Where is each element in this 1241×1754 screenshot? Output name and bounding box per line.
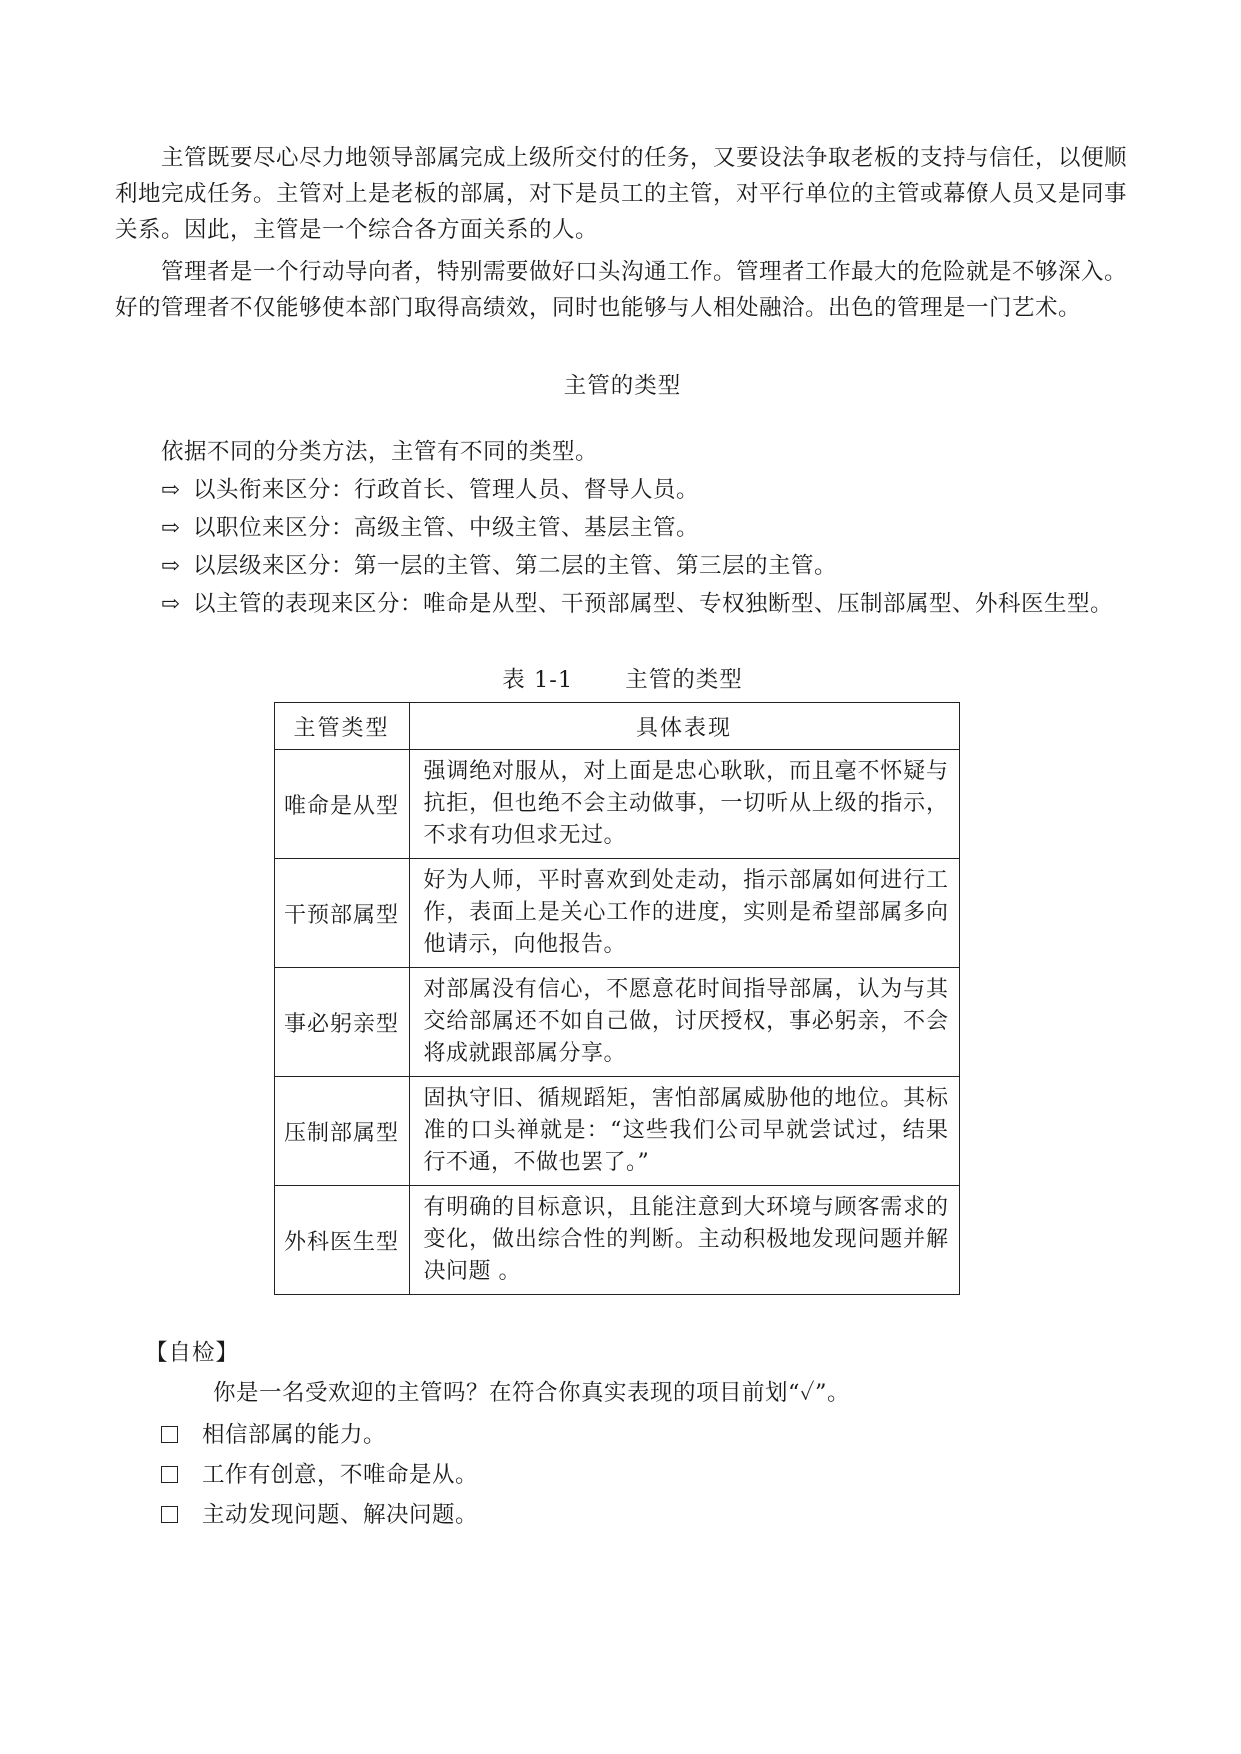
bullet-item [115, 548, 1130, 584]
bullet-text: 以主管的表现来区分：唯命是从型、干预部属型、专权独断型、压制部属型、外科医生型。 [193, 591, 1114, 617]
document-page [115, 140, 1130, 1537]
type-cell: 干预部属型 [274, 859, 409, 968]
table-row [274, 968, 959, 1077]
section-title: 主管的类型 [563, 373, 682, 399]
supervisor-types-table [274, 702, 960, 1295]
bullet-item [115, 472, 1130, 508]
type-cell: 外科医生型 [274, 1186, 409, 1295]
table-row [274, 1186, 959, 1295]
type-cell: 压制部属型 [274, 1077, 409, 1186]
bullet-item [115, 586, 1130, 622]
bullet-text: 以层级来区分：第一层的主管、第二层的主管、第三层的主管。 [193, 553, 838, 579]
selfcheck-question: 你是一名受欢迎的主管吗？在符合你真实表现的项目前划“✓”。 [213, 1380, 851, 1406]
checklist-item-label: 主动发现问题、解决问题。 [202, 1502, 479, 1528]
right-arrow-icon: ⇨ [161, 477, 181, 503]
table-caption-number: 表 1-1 [502, 667, 574, 693]
checkbox[interactable] [161, 1426, 178, 1443]
column-header-type: 主管类型 [274, 703, 409, 750]
intro-paragraph-1: 主管既要尽心尽力地领导部属完成上级所交付的任务，又要设法争取老板的支持与信任，以便顺利地完成任务。主管对上是老板的部属，对下是员工的主管，对平行单位的主管或幕僚人员又是同事关系。因此，主管是一个综合各方面关系的人。 [115, 145, 1128, 243]
bullet-text: 以职位来区分：高级主管、中级主管、基层主管。 [193, 515, 700, 541]
table-header-row [274, 703, 959, 750]
checkbox[interactable] [161, 1466, 178, 1483]
right-arrow-icon: ⇨ [161, 515, 181, 541]
description-cell: 固执守旧、循规蹈矩，害怕部属威胁他的地位。其标准的口头禅就是：“这些我们公司早就尝试过，结果行不通，不做也罢了。” [409, 1077, 959, 1186]
table-row [274, 750, 959, 859]
description-cell: 有明确的目标意识，且能注意到大环境与顾客需求的变化，做出综合性的判断。主动积极地发现问题并解决问题 。 [409, 1186, 959, 1295]
type-cell: 事必躬亲型 [274, 968, 409, 1077]
intro-paragraph-2: 管理者是一个行动导向者，特别需要做好口头沟通工作。管理者工作最大的危险就是不够深入。好的管理者不仅能够使本部门取得高绩效，同时也能够与人相处融洽。出色的管理是一门艺术。 [115, 259, 1128, 321]
type-cell: 唯命是从型 [274, 750, 409, 859]
checklist-item-label: 相信部属的能力。 [202, 1422, 387, 1448]
right-arrow-icon: ⇨ [161, 591, 181, 617]
bullet-text: 以头衔来区分：行政首长、管理人员、督导人员。 [193, 477, 700, 503]
table-row [274, 1077, 959, 1186]
description-cell: 强调绝对服从，对上面是忠心耿耿，而且毫不怀疑与抗拒，但也绝不会主动做事，一切听从上级的指示，不求有功但求无过。 [409, 750, 959, 859]
table-caption [115, 662, 1130, 694]
selfcheck-heading: 【自检】 [145, 1340, 240, 1366]
table-row [274, 859, 959, 968]
description-cell: 对部属没有信心，不愿意花时间指导部属，认为与其交给部属还不如自己做，讨厌授权，事必躬亲，不会将成就跟部属分享。 [409, 968, 959, 1077]
checklist-item-label: 工作有创意，不唯命是从。 [202, 1462, 479, 1488]
table-caption-title: 主管的类型 [625, 667, 743, 693]
checklist-item[interactable] [161, 1497, 1130, 1533]
checkbox[interactable] [161, 1506, 178, 1523]
column-header-description: 具体表现 [409, 703, 959, 750]
right-arrow-icon: ⇨ [161, 553, 181, 579]
bullet-item [115, 510, 1130, 546]
checklist-item[interactable] [161, 1417, 1130, 1453]
lead-sentence: 依据不同的分类方法，主管有不同的类型。 [161, 439, 599, 465]
checklist-item[interactable] [161, 1457, 1130, 1493]
description-cell: 好为人师，平时喜欢到处走动，指示部属如何进行工作，表面上是关心工作的进度，实则是希望部属多向他请示，向他报告。 [409, 859, 959, 968]
